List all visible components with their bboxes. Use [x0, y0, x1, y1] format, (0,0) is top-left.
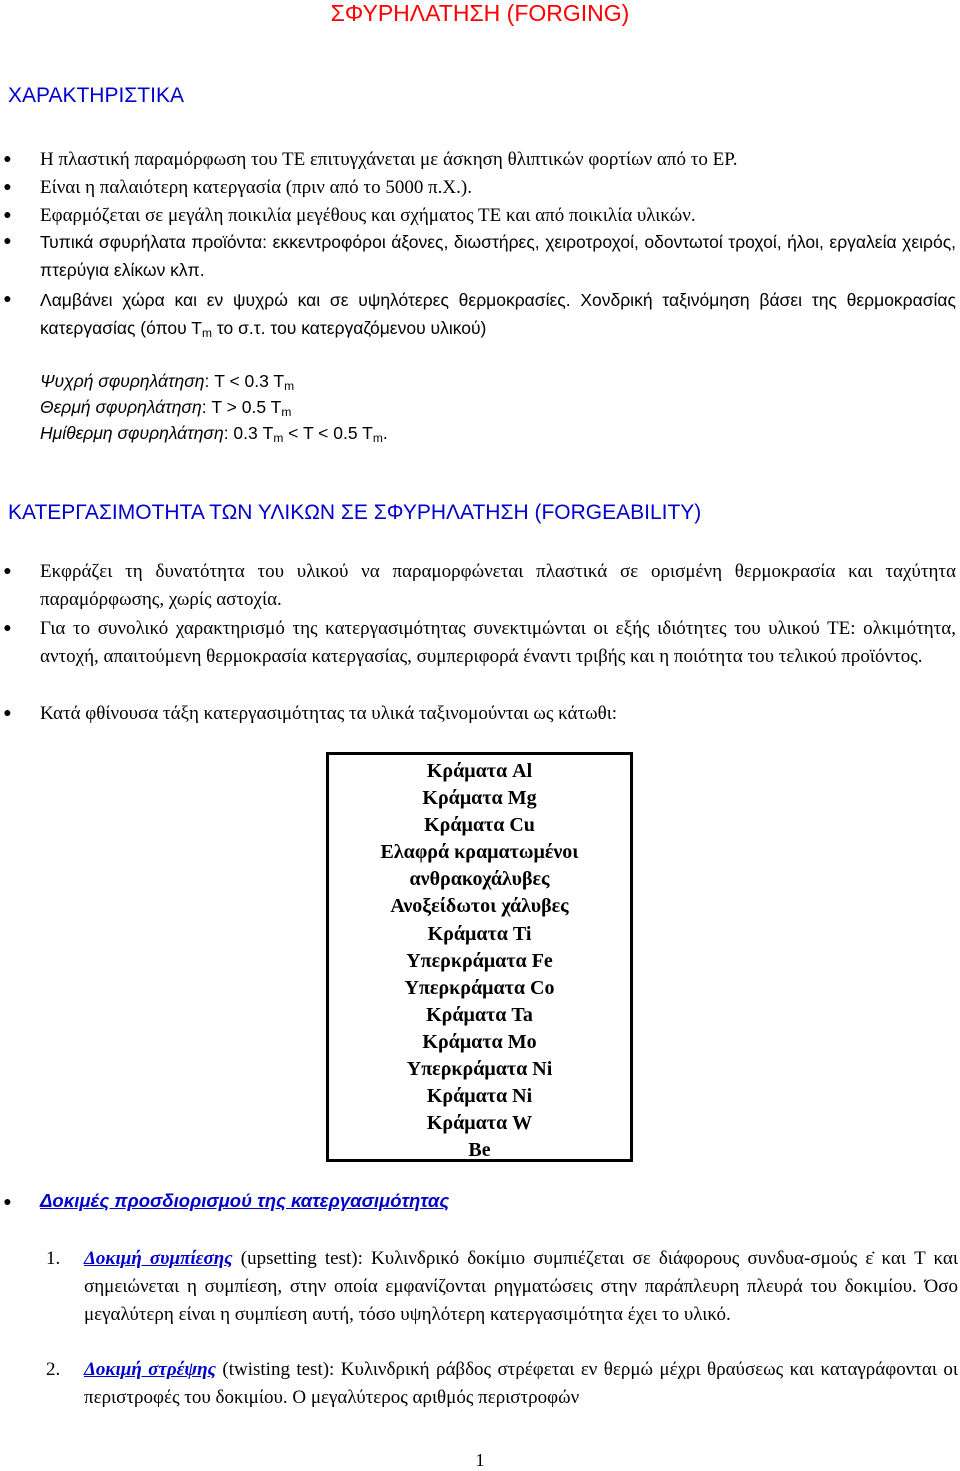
document-title: ΣΦΥΡΗΛΑΤΗΣΗ (FORGING) — [330, 0, 630, 26]
material-item: Κράματα Al — [426, 760, 533, 782]
test-number: 2. — [46, 1359, 61, 1380]
subscript: m — [372, 431, 383, 445]
subscript: m — [201, 326, 212, 340]
subscript: m — [284, 379, 295, 393]
section-heading-characteristics: ΧΑΡΑΚΤΗΡΙΣΤΙΚΑ — [8, 84, 184, 107]
materials-list — [329, 758, 630, 1164]
bullet-text: Για το συνολικό χαρακτηρισμό της κατεργασιμότητας συνεκτιμώνται οι εξής ιδιότητες του υλικού ΤΕ: ολκιμότητα, αντοχή, απαιτούμενη θερμοκρασία κατεργασίας, συμπεριφορά έναντι τριβής και η ποιότητα του τελικού προϊόντος. — [40, 618, 956, 667]
bullet-text-part: το σ.τ. του κατεργαζόμενου υλικού) — [211, 318, 487, 338]
test-name: Δοκιμή συμπίεσης — [84, 1248, 233, 1269]
material-item: Υπερκράματα Ni — [406, 1058, 553, 1081]
bullet-text: Εφαρμόζεται σε μεγάλη ποικιλία μεγέθους και σχήματος ΤΕ και από ποικιλία υλικών. — [40, 205, 696, 226]
bullet-dot: ● — [3, 234, 12, 249]
material-item: Ελαφρά κραματωμένοι — [380, 841, 579, 864]
test-text: (upsetting test): Κυλινδρικό δοκίμιο συμπιέζεται σε διάφορους συνδυα-σμούς ε̇ και T και σημειώνεται η συμπίεση, στην οποία εμφανίζονται ρηγματώσεις στην παράπλευρη πλευρά του δοκιμίου. Όσο μεγαλύτερη είναι η συμπίεση αυτή, τόσο υψηλότερη κατεργασιμότητα έχει το υλικό. — [84, 1248, 958, 1325]
subscript: m — [281, 405, 292, 419]
bullet-dot: ● — [3, 292, 12, 307]
bullet-text: Τυπικά σφυρήλατα προϊόντα: εκκεντροφόροι άξονες, διωστήρες, χειροτροχοί, οδοντωτοί τροχοί, ήλοι, εργαλεία χειρός, πτερύγια ελίκων κλπ. — [40, 232, 956, 280]
test-description — [84, 1245, 958, 1329]
test-name: Δοκιμή στρέψης — [84, 1359, 216, 1380]
material-item: Κράματα Mo — [422, 1030, 537, 1053]
material-item: ανθρακοχάλυβες — [409, 868, 550, 891]
bullet-dot: ● — [3, 621, 12, 636]
bullet-dot: ● — [3, 180, 12, 195]
bullet-text: Εκφράζει τη δυνατότητα του υλικού να παραμορφώνεται πλαστικά σε ορισμένη θερμοκρασία και ταχύτητα παραμόρφωσης, χωρίς αστοχία. — [40, 561, 956, 610]
test-text: (twisting test): Κυλινδρική ράβδος στρέφεται εν θερμώ μέχρι θραύσεως και καταγράφονται οι περιστροφές του δοκιμίου. Ο μεγαλύτερος αριθμός περιστροφών — [84, 1359, 958, 1408]
material-item: Κράματα Ti — [427, 922, 532, 945]
temperature-formula: : T > 0.5 T — [201, 397, 282, 417]
bullet-text-part: Λαμβάνει χώρα και εν ψυχρώ και σε υψηλότερες θερμοκρασίες. Χονδρική ταξινόμηση βάσει της θερμοκρασίας κατεργασίας (όπου Τ — [40, 290, 956, 338]
material-item: Κράματα Ta — [426, 1003, 533, 1026]
material-item: Be — [468, 1139, 491, 1162]
temperature-label: Θερμή σφυρηλάτηση — [40, 397, 202, 417]
material-item: Κράματα W — [426, 1112, 533, 1135]
section-heading-forgeability: ΚΑΤΕΡΓΑΣΙΜΟΤΗΤΑ ΤΩΝ ΥΛΙΚΩΝ ΣΕ ΣΦΥΡΗΛΑΤΗΣΗ (FORGEABILITY) — [8, 501, 702, 524]
temperature-label: Ψυχρή σφυρηλάτηση — [40, 371, 205, 391]
bullet-dot: ● — [3, 564, 12, 579]
tests-heading: Δοκιμές προσδιορισμού της κατεργασιμότητας — [40, 1190, 450, 1211]
temperature-label: Ημίθερμη σφυρηλάτηση — [40, 423, 224, 443]
bullet-dot: ● — [3, 208, 12, 223]
temperature-formula: . — [382, 423, 388, 443]
material-item: Κράματα Cu — [424, 814, 535, 837]
temperature-formula: : T < 0.3 T — [204, 371, 285, 391]
page-number: 1 — [475, 1450, 485, 1470]
bullet-text: Είναι η παλαιότερη κατεργασία (πριν από το 5000 π.Χ.). — [40, 177, 472, 198]
material-item: Κράματα Ni — [426, 1085, 533, 1108]
temperature-formula: : 0.3 T — [223, 423, 274, 443]
temperature-formula: < T < 0.5 T — [283, 423, 373, 443]
bullet-text: Η πλαστική παραμόρφωση του ΤΕ επιτυγχάνεται με άσκηση θλιπτικών φορτίων από το ΕΡ. — [40, 149, 738, 170]
materials-ranking-box — [326, 752, 633, 1162]
bullet-dot: ● — [3, 706, 12, 721]
bullet-text: Κατά φθίνουσα τάξη κατεργασιμότητας τα υλικά ταξινομούνται ως κάτωθι: — [40, 703, 618, 724]
bullet-dot: ● — [3, 1195, 12, 1210]
test-number: 1. — [46, 1248, 61, 1269]
bullet-dot: ● — [3, 152, 12, 167]
test-description — [84, 1356, 958, 1412]
material-item: Ανοξείδωτοι χάλυβες — [390, 895, 569, 918]
material-item: Υπερκράματα Co — [404, 976, 555, 999]
material-item: Κράματα Mg — [422, 787, 537, 810]
material-item: Υπερκράματα Fe — [406, 949, 553, 972]
bullet-text — [40, 286, 956, 347]
temperature-line-warm — [40, 420, 388, 451]
subscript: m — [273, 431, 284, 445]
